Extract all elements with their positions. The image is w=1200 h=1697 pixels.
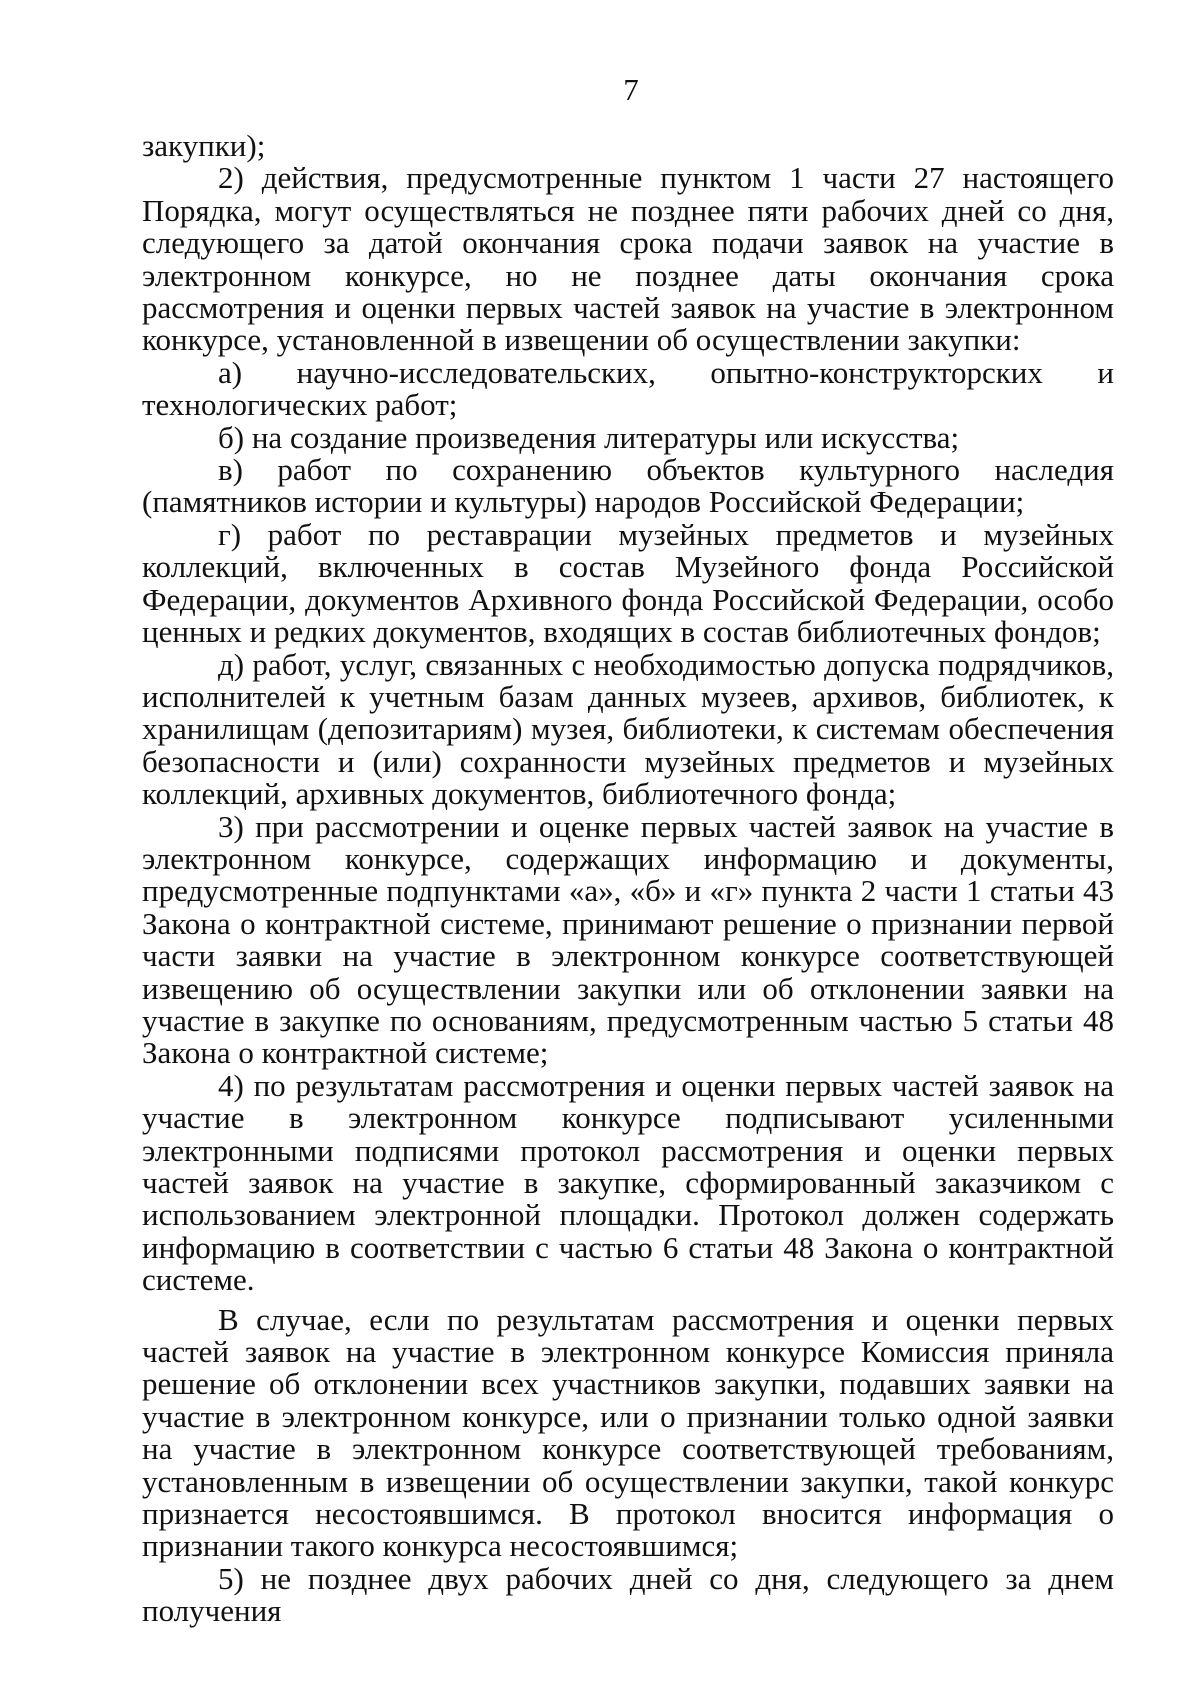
document-body [142,130,1114,1628]
paragraph-subitem-v: в) работ по сохранению объектов культурного наследия (памятников истории и культуры) народов Российской Федерации; [142,452,1114,520]
paragraph-item-4: 4) по результатам рассмотрения и оценки первых частей заявок на участие в электронном конкурсе подписывают усиленными электронными подписями протокол рассмотрения и оценки первых частей заявок на участие в закупке, сформированный заказчиком с использованием электронной площадки. Протокол должен содержать информацию в соответствии с частью 6 статьи 48 Закона о контрактной системе. [142,1067,1114,1298]
paragraph-subitem-a: а) научно-исследовательских, опытно-конструкторских и технологических работ; [142,354,1114,423]
paragraph-item-5: 5) не позднее двух рабочих дней со дня, следующего за днем получения [142,1560,1114,1629]
page-number: 7 [623,72,639,107]
paragraph-subitem-b: б) на создание произведения литературы или искусства; [218,419,960,455]
paragraph-subitem-g: г) работ по реставрации музейных предметов и музейных коллекций, включенных в состав Музейного фонда Российской Федерации, документов Архивного фонда Российской Федерации, особо ценных и редких документов, входящих в состав библиотечных фондов; [142,516,1114,650]
paragraph-item-3: 3) при рассмотрении и оценке первых частей заявок на участие в электронном конкурсе, содержащих информацию и документы, предусмотренные подпунктами «а», «б» и «г» пункта 2 части 1 статьи 43 Закона о контрактной системе, принимают решение о признании первой части заявки на участие в электронном конкурсе соответствующей извещению об осуществлении закупки или об отклонении заявки на участие в закупке по основаниям, предусмотренным частью 5 статьи 48 Закона о контрактной системе; [142,808,1114,1071]
paragraph-case-note: В случае, если по результатам рассмотрения и оценки первых частей заявок на участие в электронном конкурсе Комиссия приняла решение об отклонении всех участников закупки, подавших заявки на участие в электронном конкурсе, или о признании только одной заявки на участие в электронном конкурсе соответствующей требованиям, установленным в извещении об осуществлении закупки, такой конкурс признается несостоявшимся. В протокол вносится информация о признании такого конкурса несостоявшимся; [142,1301,1114,1564]
paragraph-subitem-d: д) работ, услуг, связанных с необходимостью допуска подрядчиков, исполнителей к учетным базам данных музеев, архивов, библиотек, к хранилищам (депозитариям) музея, библиотеки, к системам обеспечения безопасности и (или) сохранности музейных предметов и музейных коллекций, архивных документов, библиотечного фонда; [142,646,1114,812]
paragraph-item-2: 2) действия, предусмотренные пунктом 1 части 27 настоящего Порядка, могут осуществляться не позднее пяти рабочих дней со дня, следующего за датой окончания срока подачи заявок на участие в электронном конкурсе, но не позднее даты окончания срока рассмотрения и оценки первых частей заявок на участие в электронном конкурсе, установленной в извещении об осуществлении закупки: [142,160,1114,358]
paragraph-continuation: закупки); [142,128,266,163]
